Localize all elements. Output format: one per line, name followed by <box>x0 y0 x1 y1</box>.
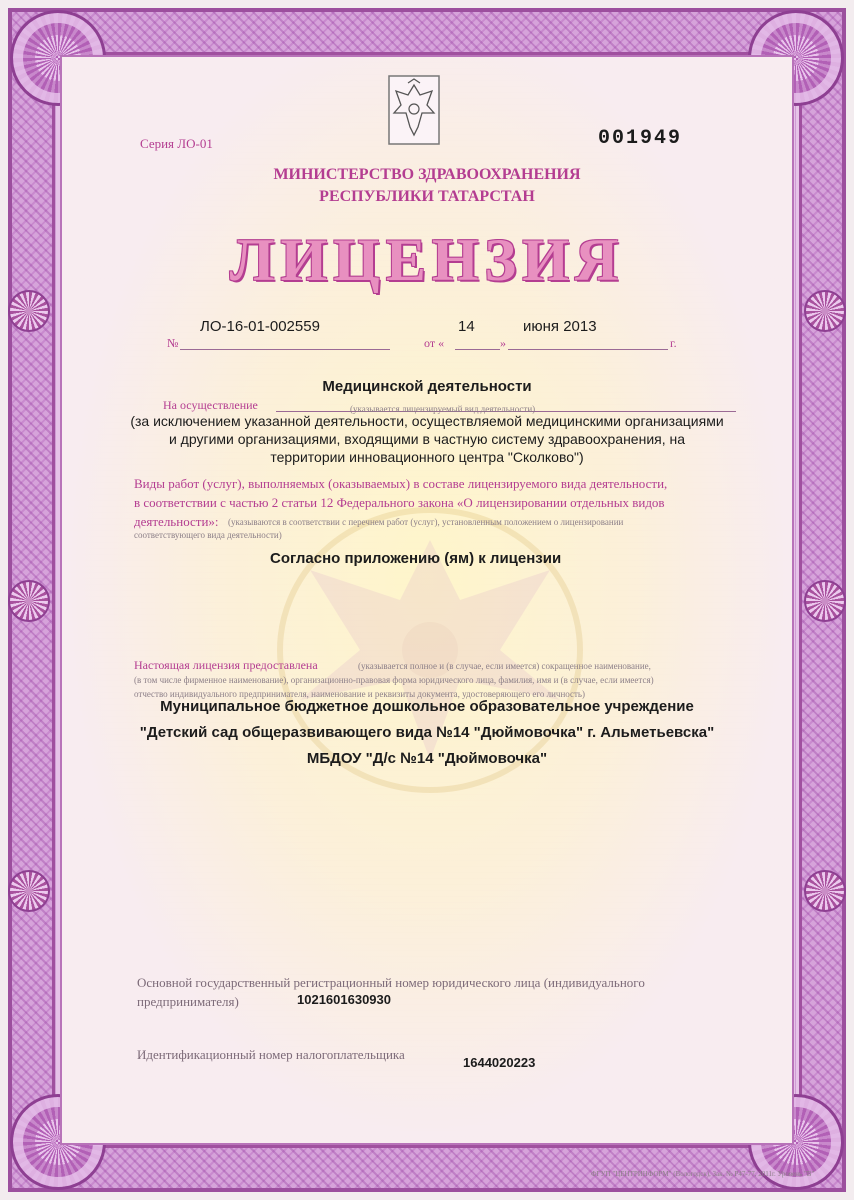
works-line-3: деятельности»: <box>134 514 219 529</box>
works-line-1: Виды работ (услуг), выполняемых (оказываемых) в составе лицензируемого вида деятельности, <box>134 476 668 491</box>
ogrn-label-line1: Основной государственный регистрационный номер юридического лица (индивидуального <box>137 975 645 990</box>
exception-line-3: территории инновационного центра "Сколково") <box>270 449 584 465</box>
exception-line-2: и другими организациями, входящими в частную систему здравоохранения, на <box>168 431 686 447</box>
grantee-label: Настоящая лицензия предоставлена <box>134 658 318 672</box>
grantee-hint-2: (в том числе фирменное наименование), организационно-правовая форма юридического лица, фамилия, имя и (в случае, если имеется) <box>134 675 654 685</box>
license-month-year: июня 2013 <box>523 318 597 335</box>
grantee-name-line2: "Детский сад общеразвивающего вида №14 "Дюймовочка" г. Альметьевска" <box>139 724 715 741</box>
works-hint-2: соответствующего вида деятельности) <box>134 530 282 540</box>
activity-value: Медицинской деятельности <box>322 378 532 395</box>
side-rosette-icon <box>804 870 846 912</box>
exception-line-1: (за исключением указанной деятельности, осуществляемой медицинскими организациями <box>130 413 724 429</box>
side-rosette-icon <box>8 580 50 622</box>
series-label: Серия ЛО-01 <box>140 136 213 151</box>
number-underline <box>180 349 390 350</box>
works-line-2: в соответствии с частью 2 статьи 12 Федерального закона «О лицензировании отдельных видов <box>134 495 665 510</box>
side-rosette-icon <box>8 870 50 912</box>
grantee-name-line1: Муниципальное бюджетное дошкольное образовательное учреждение <box>160 698 694 715</box>
inn-label: Идентификационный номер налогоплательщика <box>137 1047 405 1062</box>
works-hint-1: (указываются в соответствии с перечнем работ (услуг), установленным положением о лицензировании <box>228 517 624 527</box>
ogrn-label-line2: предпринимателя) <box>137 994 239 1009</box>
license-number: ЛО-16-01-002559 <box>200 318 320 335</box>
inn-value: 1644020223 <box>463 1055 536 1070</box>
form-number: 001949 <box>598 127 683 150</box>
grantee-hint-1: (указывается полное и (в случае, если имеется) сокращенное наименование, <box>358 661 651 671</box>
side-rosette-icon <box>8 290 50 332</box>
license-day: 14 <box>458 318 475 335</box>
ogrn-value: 1021601630930 <box>297 992 391 1007</box>
grantee-short-name: МБДОУ "Д/с №14 "Дюймовочка" <box>306 750 548 767</box>
document-title: ЛИЦЕНЗИЯ <box>229 227 625 293</box>
year-suffix: г. <box>670 336 677 350</box>
ministry-name-line1: МИНИСТЕРСТВО ЗДРАВООХРАНЕНИЯ <box>273 166 581 183</box>
coat-of-arms-icon <box>388 75 440 145</box>
activity-hint: (указывается лицензируемый вид деятельности) <box>350 404 536 414</box>
side-rosette-icon <box>804 290 846 332</box>
grantee-hint-3: отчество индивидуального предпринимателя, наименование и реквизиты документа, удостоверяющего его личность) <box>134 689 586 699</box>
printer-note: ФГУП "ЦЕНТРИНФОРМ" (Вологодск), Зак. № Р47-77, 2011г. Уровень "В" <box>591 1170 815 1178</box>
works-value: Согласно приложению (ям) к лицензии <box>270 550 562 567</box>
day-close-quote: » <box>500 336 506 350</box>
date-from-label: от « <box>424 336 445 350</box>
side-rosette-icon <box>804 580 846 622</box>
month-underline <box>508 349 668 350</box>
ministry-name-line2: РЕСПУБЛИКИ ТАТАРСТАН <box>319 188 535 205</box>
day-underline <box>455 349 500 350</box>
number-sign: № <box>167 336 179 350</box>
activity-label: На осуществление <box>163 398 258 412</box>
